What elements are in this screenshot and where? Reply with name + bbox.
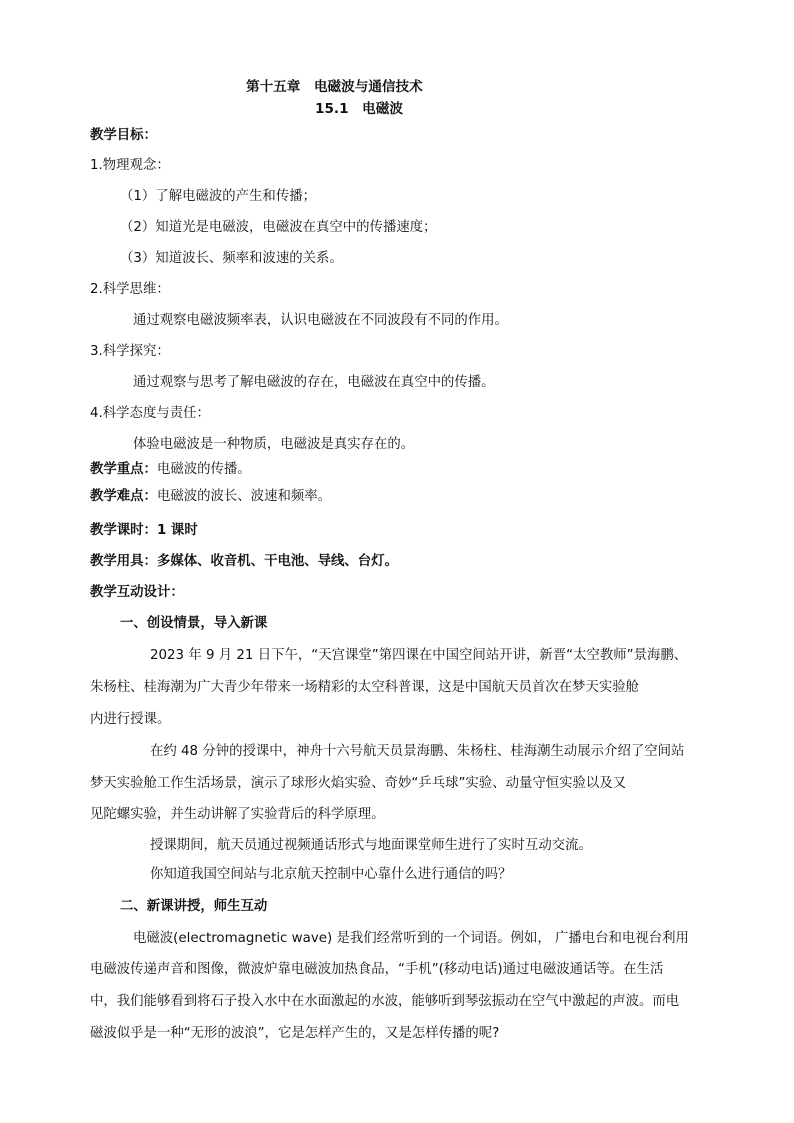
section-title: 15.1 电磁波 bbox=[315, 101, 403, 117]
attitude-label: 4.科学态度与责任： bbox=[90, 406, 210, 421]
objective-item: （2）知道光是电磁波，电磁波在真空中的传播速度； bbox=[120, 220, 437, 235]
paragraph-line: 你知道我国空间站与北京航天控制中心靠什么进行通信的吗？ bbox=[150, 867, 512, 882]
objectives-heading: 教学目标： bbox=[90, 128, 157, 143]
paragraph-line: 磁波似乎是一种“无形的波浪”，它是怎样产生的，又是怎样传播的呢? bbox=[90, 1026, 500, 1041]
paragraph-line: 在约 48 分钟的授课中，神舟十六号航天员景海鹏、朱杨柱、桂海潮生动展示介绍了空间站 bbox=[150, 744, 685, 759]
key-point-text: 电磁波的传播。 bbox=[156, 462, 251, 477]
design-heading: 教学互动设计： bbox=[90, 585, 184, 600]
paragraph-line: 朱杨柱、桂海潮为广大青少年带来一场精彩的太空科普课，这是中国航天员首次在梦天实验舱 bbox=[90, 680, 640, 695]
difficulty-label: 教学难点： bbox=[90, 489, 157, 504]
scientific-inquiry-label: 3.科学探究： bbox=[90, 344, 170, 359]
part2-heading: 二、新课讲授，师生互动 bbox=[120, 899, 268, 914]
chapter-title: 第十五章 电磁波与通信技术 bbox=[246, 79, 423, 95]
scientific-thinking-label: 2.科学思维： bbox=[90, 282, 170, 297]
part1-heading: 一、创设情景，导入新课 bbox=[120, 616, 268, 631]
paragraph-line: 电磁波(electromagnetic wave) 是我们经常听到的一个词语。例如， 广播电台和电视台利用 bbox=[133, 931, 689, 946]
class-hours: 教学课时：1 课时 bbox=[90, 523, 198, 538]
attitude-text: 体验电磁波是一种物质，电磁波是真实存在的。 bbox=[133, 437, 415, 452]
difficulty-text: 电磁波的波长、波速和频率。 bbox=[156, 489, 332, 504]
paragraph-line: 梦天实验舱工作生活场景，演示了球形火焰实验、奇妙“乒乓球”实验、动量守恒实验以及又 bbox=[90, 776, 627, 791]
difficulty-line bbox=[90, 488, 331, 506]
objective-item: （3）知道波长、频率和波速的关系。 bbox=[120, 251, 343, 266]
paragraph-line: 见陀螺实验，并生动讲解了实验背后的科学原理。 bbox=[90, 807, 385, 822]
paragraph-line: 中，我们能够看到将石子投入水中在水面激起的水波，能够听到琴弦振动在空气中激起的声波。而电 bbox=[90, 994, 680, 1009]
paragraph-line: 内进行授课。 bbox=[90, 712, 171, 727]
key-point-label: 教学重点： bbox=[90, 462, 157, 477]
physics-concept-label: 1.物理观念： bbox=[90, 158, 170, 173]
key-point-line bbox=[90, 461, 251, 479]
scientific-inquiry-text: 通过观察与思考了解电磁波的存在，电磁波在真空中的传播。 bbox=[133, 375, 495, 390]
paragraph-line: 2023 年 9 月 21 日下午，“天宫课堂”第四课在中国空间站开讲，新晋“太空教师”景海鹏、 bbox=[150, 648, 688, 663]
teaching-tools: 教学用具：多媒体、收音机、干电池、导线、台灯。 bbox=[90, 554, 398, 569]
paragraph-line: 授课期间，航天员通过视频通话形式与地面课堂师生进行了实时互动交流。 bbox=[150, 838, 592, 853]
scientific-thinking-text: 通过观察电磁波频率表，认识电磁波在不同波段有不同的作用。 bbox=[133, 313, 508, 328]
objective-item: （1）了解电磁波的产生和传播； bbox=[120, 189, 316, 204]
paragraph-line: 电磁波传递声音和图像，微波炉靠电磁波加热食品，“手机”(移动电话)通过电磁波通话等。在生活 bbox=[90, 962, 664, 977]
